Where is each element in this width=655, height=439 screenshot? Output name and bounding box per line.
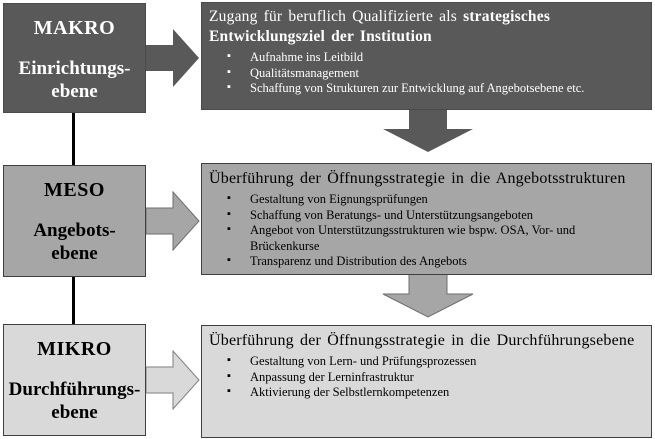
level-subtitle-line: Einrichtungs- [18,58,131,79]
bullet-item: ▪ Aufnahme ins Leitbild [202,50,651,66]
bullet-item: ▪ Aktivierung der Selbstlernkompetenzen [202,385,651,401]
level-title-makro: MAKRO [33,17,116,39]
down-arrow-makro-meso-icon [382,109,474,153]
level-subtitle-line: ebene [51,81,98,102]
bullet-list-meso [202,192,651,270]
level-subtitle-line: ebene [51,243,98,264]
bullet-item: ▪ Gestaltung von Lern- und Prüfungsprozessen [202,354,651,370]
level-subtitle-makro [4,57,145,103]
level-subtitle-meso [4,219,145,265]
connector-line-makro-meso [72,113,75,165]
bullet-item: ▪ Angebot von Unterstützungsstrukturen wie bspw. OSA, Vor- und Brückenkurse [202,223,651,254]
down-arrow-meso-mikro-icon [382,274,474,318]
right-arrow-makro-icon [146,28,200,88]
bullet-item: ▪ Anpassung der Lerninfrastruktur [202,370,651,386]
right-arrow-meso-icon [146,191,200,251]
content-title-meso: Überführung der Öffnungsstrategie in die Angebotsstrukturen [209,170,626,187]
content-box-mikro [201,325,652,438]
level-title-mikro: MIKRO [37,338,112,360]
connector-line-meso-mikro [72,277,75,324]
bullet-list-mikro [202,354,651,401]
content-box-makro [201,2,652,110]
bullet-item: ▪ Transparenz und Distribution des Angebots [202,254,651,270]
content-title-regular: Zugang für beruflich Qualifizierte als [209,8,458,25]
level-subtitle-line: Angebots- [33,220,116,241]
content-title-makro [202,3,651,47]
level-subtitle-line: ebene [51,402,98,423]
content-box-meso [201,163,652,275]
right-arrow-mikro-icon [146,350,200,410]
level-box-meso [3,165,146,277]
bullet-list-makro [202,50,651,97]
level-title-meso: MESO [44,179,105,201]
content-title-mikro: Überführung der Öffnungsstrategie in die Durchführungsebene [209,332,635,349]
content-title-bold: strategisches [463,8,551,25]
bullet-item: ▪ Schaffung von Strukturen zur Entwicklung auf Angebotsebene etc. [202,81,651,97]
level-box-mikro [3,324,146,436]
level-subtitle-mikro [4,378,145,424]
bullet-item: ▪ Qualitätsmanagement [202,66,651,82]
bullet-item: ▪ Gestaltung von Eignungsprüfungen [202,192,651,208]
level-subtitle-line: Durchführungs- [8,379,141,400]
bullet-item: ▪ Schaffung von Beratungs- und Unterstützungsangeboten [202,208,651,224]
content-title-bold: Entwicklungsziel der Institution [209,28,432,45]
level-box-makro [3,3,146,113]
